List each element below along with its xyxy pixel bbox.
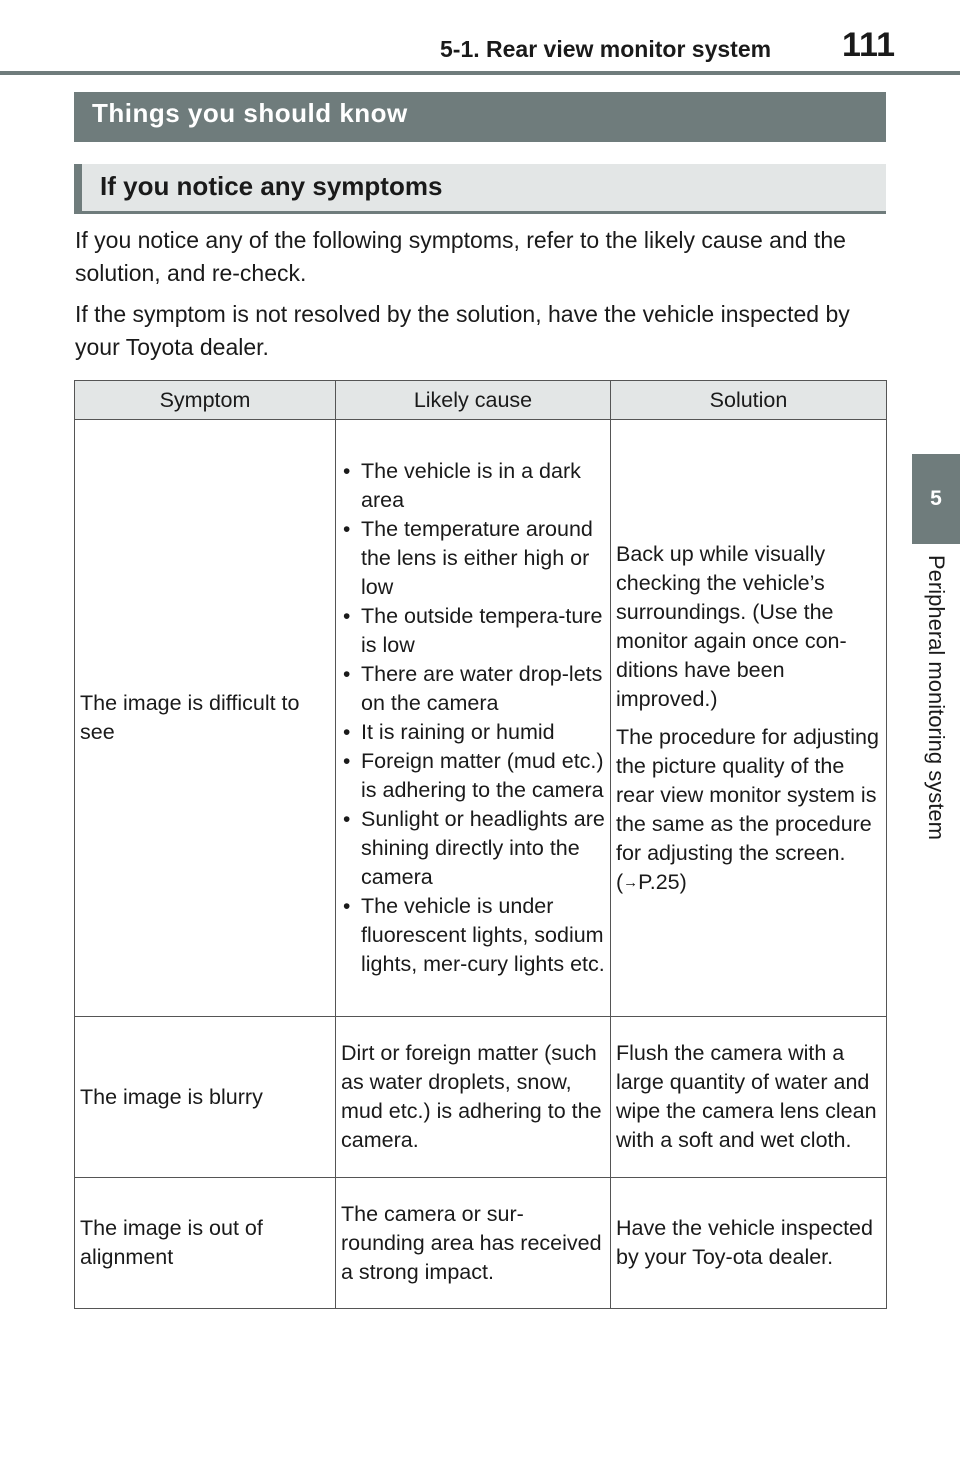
solution-paragraph: Back up while visually checking the vehicle’s surroundings. (Use the monitor again once con-ditions have been improved.) <box>616 541 847 711</box>
chapter-title: Peripheral monitoring system <box>924 555 949 840</box>
solution-cell <box>611 420 887 1017</box>
intro-paragraph-2: If the symptom is not resolved by the solution, have the vehicle inspected by your Toyota dealer. <box>75 301 850 360</box>
chapter-tab <box>912 454 960 544</box>
cause-list <box>341 457 605 979</box>
solution-cell: Have the vehicle inspected by your Toy-ota dealer. <box>611 1178 887 1309</box>
column-header-symptom: Symptom <box>75 381 336 420</box>
list-item: • The vehicle is in a dark area <box>341 457 605 515</box>
list-item: • The vehicle is under fluorescent lights, sodium lights, mer-cury lights etc. <box>341 892 605 979</box>
subsection-title: If you notice any symptoms <box>74 164 886 214</box>
column-header-solution: Solution <box>611 381 887 420</box>
list-item: • It is raining or humid <box>341 718 605 747</box>
page-header <box>0 0 960 76</box>
list-item: • The outside tempera-ture is low <box>341 602 605 660</box>
solution-cell: Flush the camera with a large quantity of water and wipe the camera lens clean with a soft and wet cloth. <box>611 1017 887 1178</box>
table-row <box>75 420 887 1017</box>
table-row <box>75 1178 887 1309</box>
solution-paragraph: The procedure for adjusting the picture quality of the rear view monitor system is the same as the procedure for adjusting the screen. (→P.25) <box>616 724 879 894</box>
page-reference-link[interactable]: P.25 <box>638 869 680 894</box>
symptom-cell: The image is difficult to see <box>75 420 336 1017</box>
list-item: • There are water drop-lets on the camera <box>341 660 605 718</box>
page-number: 111 <box>842 26 895 64</box>
section-title: Things you should know <box>74 92 886 142</box>
symptom-cell: The image is out of alignment <box>75 1178 336 1309</box>
likely-cause-cell: The camera or sur-rounding area has received a strong impact. <box>336 1178 611 1309</box>
intro-paragraph-1: If you notice any of the following symptoms, refer to the likely cause and the solution, and re-check. <box>75 227 846 286</box>
arrow-right-icon: → <box>623 873 639 891</box>
likely-cause-cell: Dirt or foreign matter (such as water droplets, snow, mud etc.) is adhering to the camera. <box>336 1017 611 1178</box>
list-item: • Foreign matter (mud etc.) is adhering to the camera <box>341 747 605 805</box>
chapter-number: 5 <box>930 487 942 510</box>
table-row <box>75 1017 887 1178</box>
section-heading: 5-1. Rear view monitor system <box>440 36 772 62</box>
column-header-likely-cause: Likely cause <box>336 381 611 420</box>
table-header-row <box>75 381 887 420</box>
likely-cause-cell <box>336 420 611 1017</box>
header-divider <box>0 71 960 75</box>
symptom-cell: The image is blurry <box>75 1017 336 1178</box>
solution-text: The procedure for adjusting the picture quality of the rear view monitor system is the same as the procedure for adjusting the screen. <box>616 724 879 865</box>
list-item: • Sunlight or headlights are shining directly into the camera <box>341 805 605 892</box>
list-item: • The temperature around the lens is either high or low <box>341 515 605 602</box>
symptom-table <box>74 380 887 1309</box>
